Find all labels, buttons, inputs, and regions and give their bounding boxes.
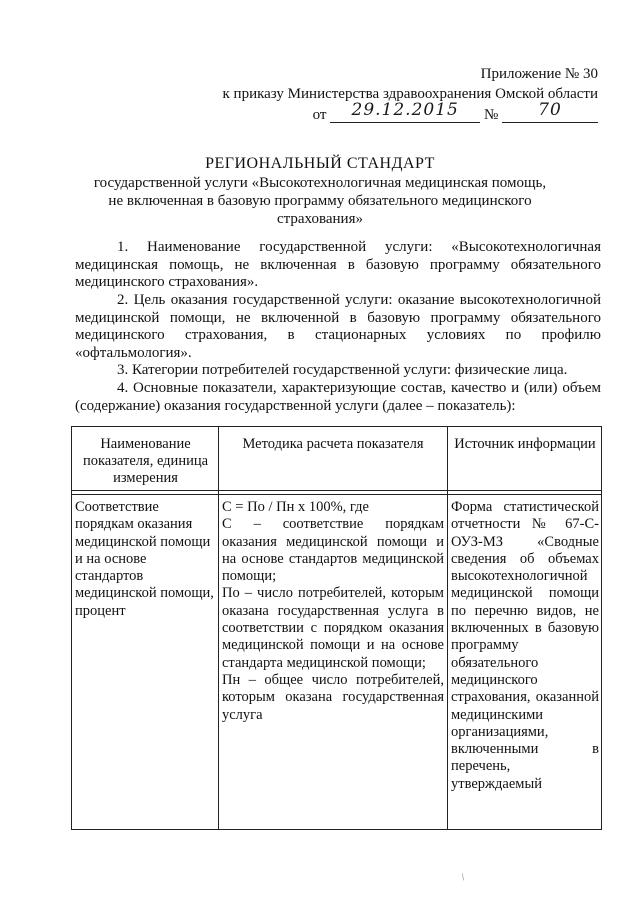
date-field <box>330 100 480 123</box>
number-label: № <box>483 107 499 123</box>
number-field <box>502 100 598 123</box>
table-header-divider <box>72 490 601 491</box>
cell-source: Форма статистической отчетности № 67-С-ОУЗ-МЗ «Сводные сведения об объемах высокотехнологичной медицинской помощи по перечню видов, не включенных в базовую программу обязательного медицинского страхования, оказанной медицинскими организациями, включенными в перечень, утверждаемый <box>451 499 599 792</box>
paragraph-3: 3. Категории потребителей государственной услуги: физические лица. <box>117 362 568 378</box>
table-header-divider <box>72 494 601 495</box>
method-def-pn: Пн – общее число потребителей, которым оказана государственная услуга <box>222 671 444 723</box>
paragraph-1: 1. Наименование государственной услуги: «Высокотехнологичная медицинская помощь, не включенная в базовую программу обязательного медицинского страхования». <box>75 239 601 290</box>
method-def-c: С – соответствие порядкам оказания медицинской помощи и на основе стандартов медицинской помощи; <box>222 516 444 585</box>
header-method: Методика расчета показателя <box>242 436 424 452</box>
handwritten-date: 29.12.2015 <box>351 100 459 120</box>
table-divider <box>447 427 448 829</box>
document-subtitle: государственной услуги «Высокотехнологичная медицинская помощь, не включенная в базовую программу обязательного медицинского страхования» <box>93 175 547 227</box>
cell-method <box>222 499 444 724</box>
order-date-number-line <box>312 100 598 125</box>
indicators-table <box>71 426 602 830</box>
paragraph-2: 2. Цель оказания государственной услуги: оказание высокотехнологичной медицинской помощи, не включенной в базовую программу обязательного медицинского страхования, в стационарных условиях по профилю «офтальмология». <box>75 292 601 361</box>
cell-indicator: Соответствие порядкам оказания медицинской помощи и на основе стандартов медицинской помощи, процент <box>75 499 214 619</box>
document-title: РЕГИОНАЛЬНЫЙ СТАНДАРТ <box>205 155 435 172</box>
table-divider <box>218 427 219 829</box>
appendix-label: Приложение № 30 <box>480 66 598 82</box>
from-label: от <box>312 107 327 123</box>
paragraph-4: 4. Основные показатели, характеризующие состав, качество и (или) объем (содержание) оказания государственной услуги (далее – показатель): <box>75 380 601 414</box>
order-reference: к приказу Министерства здравоохранения Омской области <box>222 86 598 102</box>
header-source: Источник информации <box>454 436 596 452</box>
handwritten-number: 70 <box>538 100 562 120</box>
method-formula: С = По / Пн х 100%, где <box>222 499 369 515</box>
scan-mark: / <box>459 872 468 883</box>
method-def-po: По – число потребителей, которым оказана государственная услуга в соответствии с порядком оказания медицинской помощи и на основе стандарта медицинской помощи; <box>222 585 444 671</box>
header-indicator: Наименование показателя, единица измерения <box>82 436 209 486</box>
